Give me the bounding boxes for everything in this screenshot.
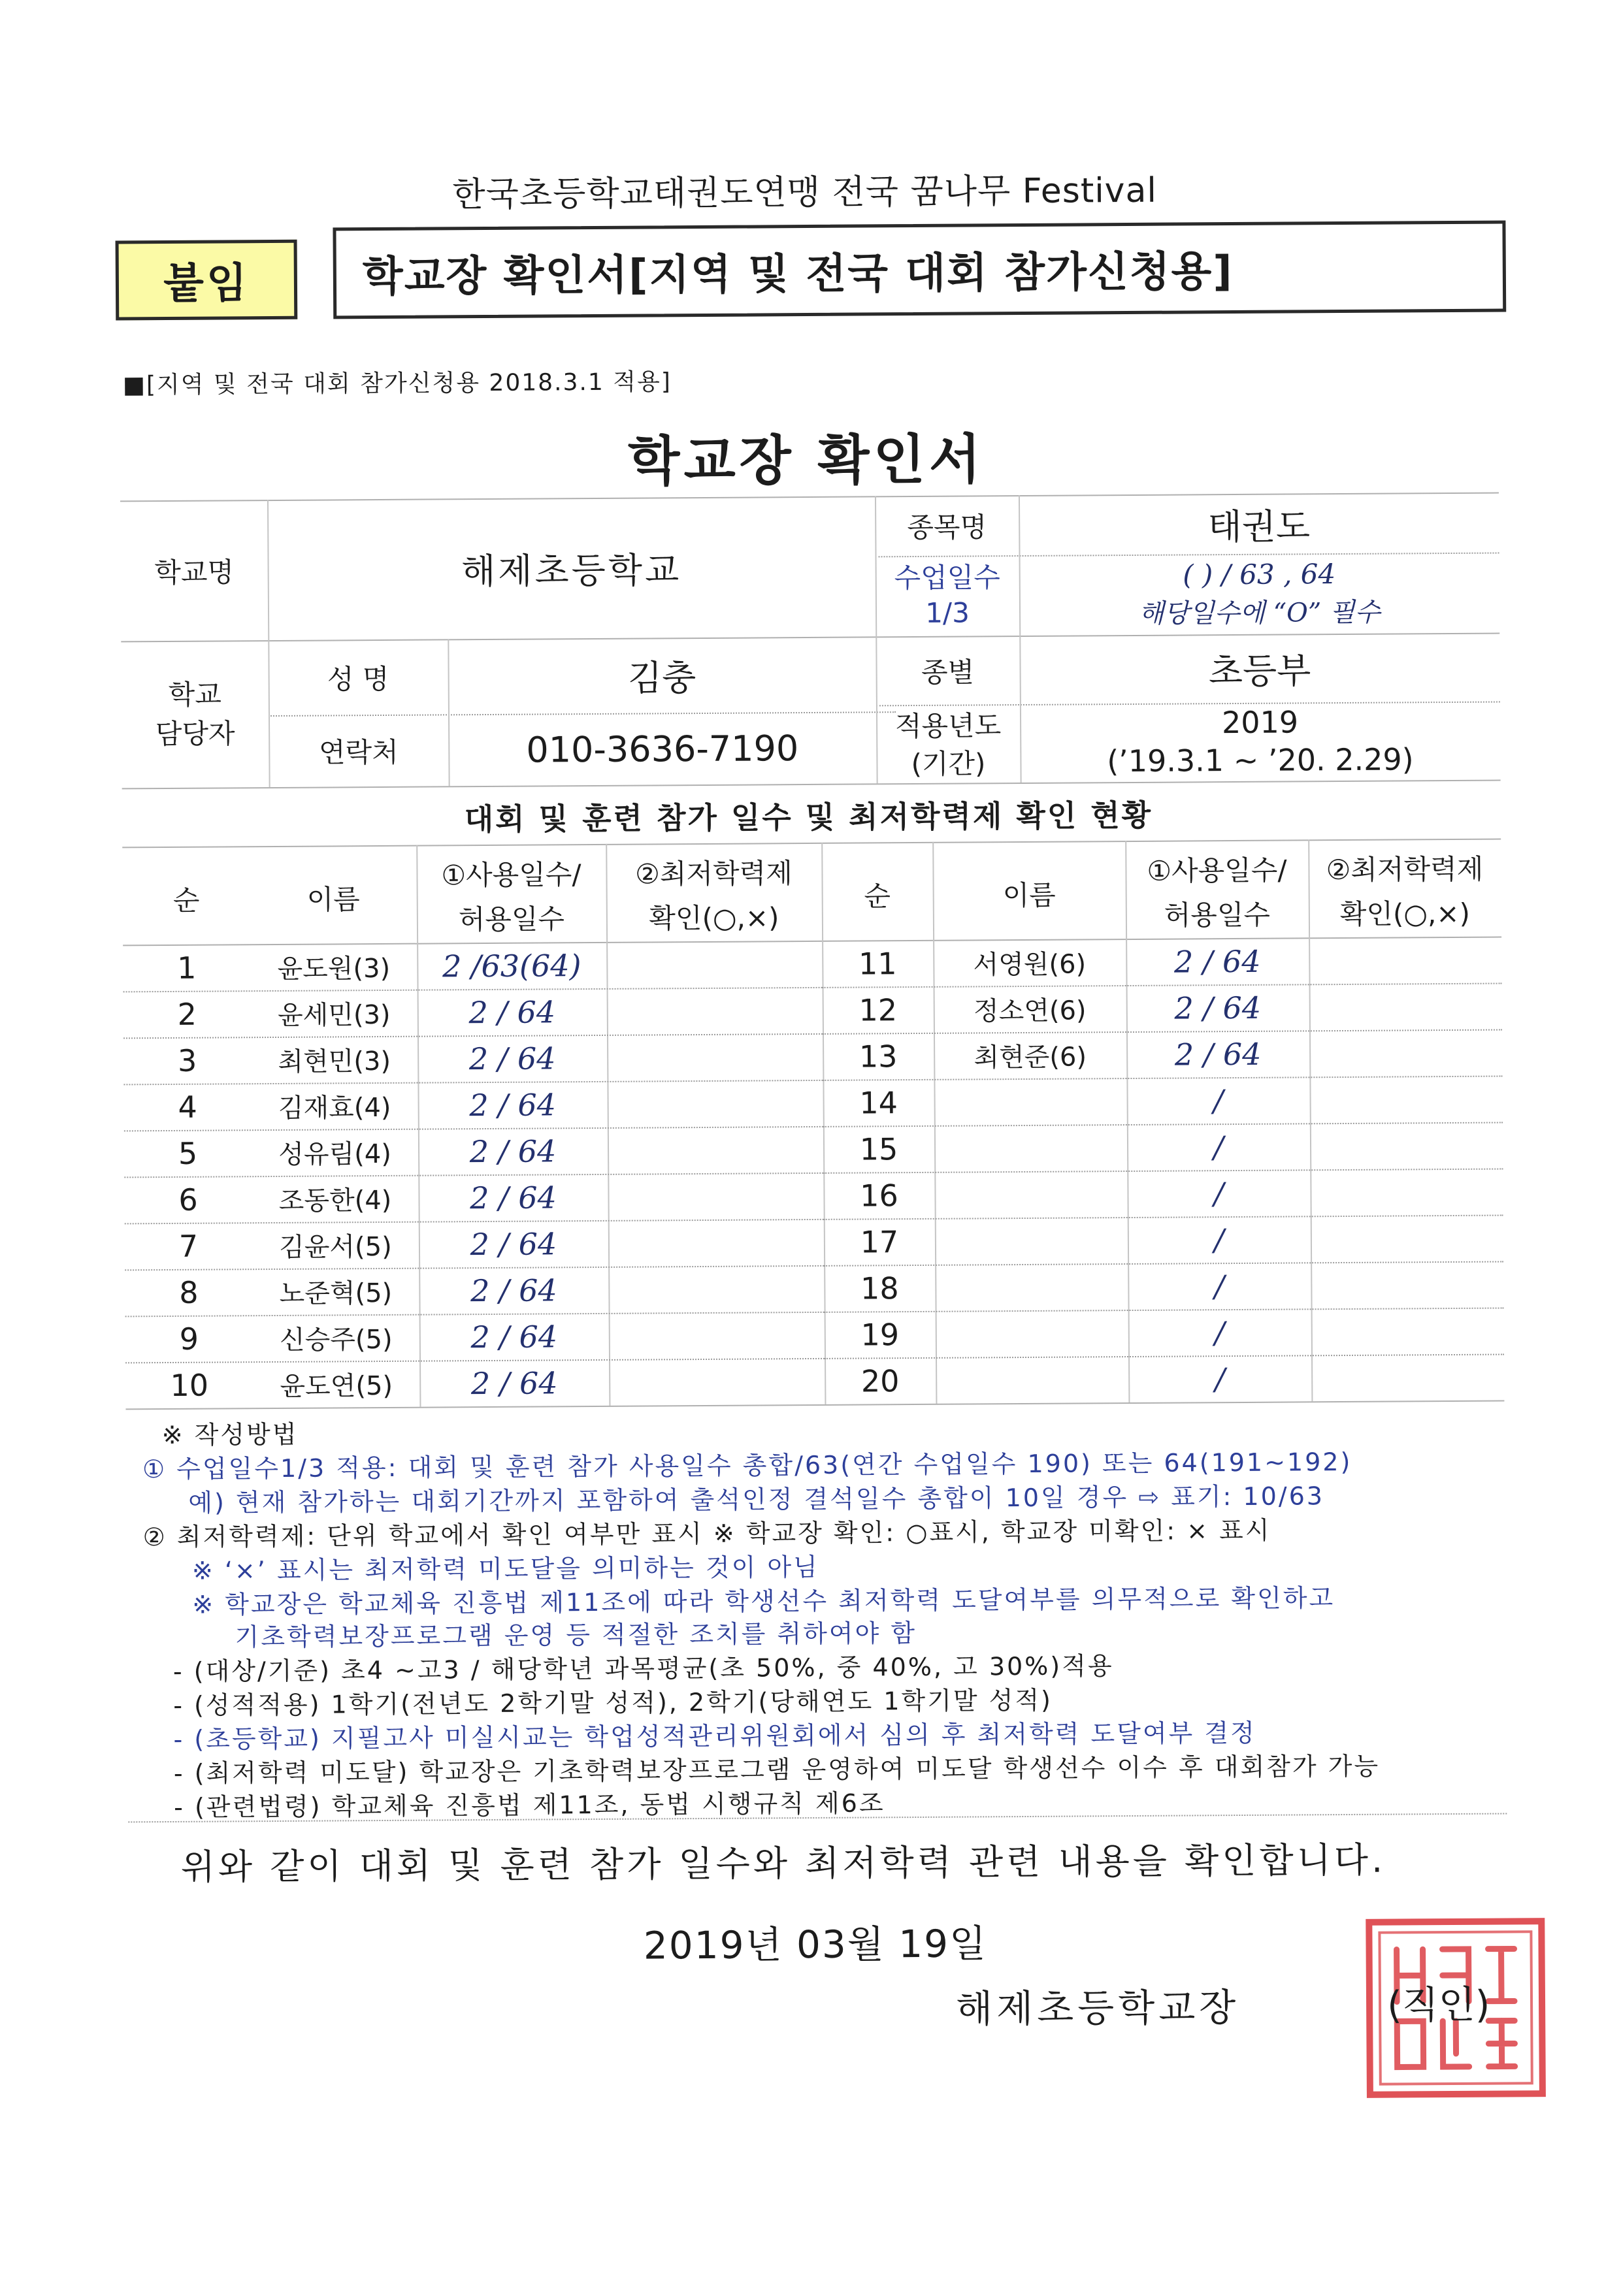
row-number: 17 <box>860 1223 899 1260</box>
student-name: 최현준(6) <box>974 1042 1087 1073</box>
grade-check <box>1310 1122 1503 1170</box>
grade-check <box>1310 1169 1503 1216</box>
used-days: / <box>1213 1082 1224 1118</box>
used-days: 2 / 64 <box>1174 1036 1262 1073</box>
used-days: / <box>1213 1129 1224 1165</box>
school-name-label: 학교명 <box>154 555 235 589</box>
header-no-right: 순 <box>864 880 891 913</box>
student-name: 서영원(6) <box>973 949 1087 980</box>
student-name <box>936 1310 1128 1357</box>
used-days: 2 / 64 <box>470 1179 557 1216</box>
grade-check <box>608 1172 823 1220</box>
instruction-line-1: ① 수업일수1/3 적용: 대회 및 훈련 참가 사용일수 총합/63(연간 수업일수 190) 또는 64(191~192) <box>142 1447 1352 1484</box>
grade-check <box>1309 983 1502 1031</box>
used-days: / <box>1213 1175 1224 1211</box>
used-days: / <box>1213 1221 1224 1257</box>
class-days-fraction-label: 1/3 <box>925 596 970 629</box>
student-name: 김윤서(5) <box>279 1231 392 1263</box>
grade-check <box>609 1358 825 1406</box>
row-number: 16 <box>860 1177 898 1214</box>
used-days: / <box>1215 1361 1226 1397</box>
closing-statement: 위와 같이 대회 및 훈련 참가 일수와 최저학력 관련 내용을 확인합니다. <box>180 1839 1386 1888</box>
used-days: 2 / 64 <box>470 1225 557 1262</box>
row-number: 8 <box>179 1274 199 1310</box>
row-number: 11 <box>858 945 897 982</box>
manager-label-line1: 학교 <box>168 678 222 711</box>
manager-label-line2: 담당자 <box>155 717 235 751</box>
event-name-label: 종목명 <box>907 511 987 544</box>
contact-label: 연락처 <box>318 736 399 769</box>
instruction-line-11: - (관련법령) 학교체육 진흥법 제11조, 동법 시행규칙 제6조 <box>174 1788 885 1822</box>
row-number: 14 <box>859 1084 898 1121</box>
student-name: 신승주(5) <box>279 1324 393 1355</box>
class-days-label: 수업일수 <box>894 561 1001 594</box>
instruction-line-5: ※ 학교장은 학교체육 진흥법 제11조에 따라 학생선수 최저학력 도달여부를 의무적으로 확인하고 <box>192 1583 1335 1619</box>
student-name <box>936 1356 1128 1404</box>
grade-check <box>1309 937 1501 984</box>
row-number: 13 <box>859 1038 898 1075</box>
grade-check <box>1309 1029 1502 1077</box>
instruction-line-8: - (성적적용) 1학기(전년도 2학기말 성적), 2학기(당해연도 1학기말 성적) <box>173 1685 1053 1720</box>
grade-check <box>1309 1076 1502 1124</box>
school-name-value: 해제초등학교 <box>461 549 682 592</box>
used-days: 2 /63(64) <box>442 947 581 984</box>
grade-check <box>1311 1215 1503 1263</box>
grade-check <box>1311 1308 1504 1355</box>
grade-check <box>608 1126 823 1174</box>
class-days-note: 해당일수에 “O” 필수 <box>1138 597 1381 629</box>
used-days: 2 / 64 <box>469 1133 557 1169</box>
grade-check <box>608 1265 824 1313</box>
name-label: 성 명 <box>327 662 389 696</box>
student-name <box>934 1171 1127 1218</box>
year-value: 2019 <box>1221 704 1299 741</box>
grade-check <box>608 1219 824 1267</box>
used-days: 2 / 64 <box>468 994 556 1030</box>
header-used-right-1: ①사용일수/ <box>1147 854 1287 887</box>
instruction-line-3: ② 최저학력제: 단위 학교에서 확인 여부만 표시 ※ 학교장 확인: ○표시, 학교장 미확인: × 표시 <box>142 1515 1271 1552</box>
instruction-line-7: - (대상/기준) 초4 ~고3 / 해당학년 과목평균(초 50%, 중 40%, 고 30%)적용 <box>172 1651 1114 1686</box>
student-name <box>935 1263 1128 1311</box>
grade-check <box>607 1080 823 1127</box>
used-days: 2 / 64 <box>470 1272 557 1308</box>
document-heading: 학교장 확인서[지역 및 전국 대회 참가신청용] <box>333 220 1506 319</box>
used-days: 2 / 64 <box>469 1086 557 1123</box>
used-days: 2 / 64 <box>1173 943 1261 980</box>
row-number: 18 <box>860 1270 899 1306</box>
event-name-value: 태권도 <box>1207 505 1311 547</box>
instruction-line-2: 예) 현재 참가하는 대회기간까지 포함하여 출석인정 결석일수 총합이 10일 경우 ⇨ 표기: 10/63 <box>188 1481 1325 1517</box>
row-number: 5 <box>178 1135 198 1171</box>
instruction-line-6: 기초학력보장프로그램 운영 등 적절한 조치를 취하여야 함 <box>235 1619 917 1652</box>
name-value: 김충 <box>627 657 696 699</box>
applicability-note: ■[지역 및 전국 대회 참가신청용 2018.3.1 적용] <box>122 368 672 399</box>
row-number: 9 <box>179 1321 199 1357</box>
header-no-left: 순 <box>172 884 200 916</box>
division-label: 종별 <box>921 655 975 688</box>
student-name: 윤도연(5) <box>280 1370 393 1402</box>
attachment-tag: 붙임 <box>116 240 298 321</box>
grade-check <box>1311 1354 1504 1402</box>
row-number: 2 <box>177 996 197 1032</box>
student-name: 최현민(3) <box>278 1046 391 1077</box>
participation-table-title: 대회 및 훈련 참가 일수 및 최저학력제 확인 현황 <box>464 797 1153 837</box>
used-days: 2 / 64 <box>470 1365 558 1401</box>
header-grade-left-2: 확인(○,×) <box>649 901 779 935</box>
row-number: 12 <box>859 992 898 1028</box>
used-days: 2 / 64 <box>1174 990 1262 1026</box>
year-label-line2: (기간) <box>911 747 986 781</box>
grade-check <box>609 1312 825 1359</box>
student-name: 정소연(6) <box>973 995 1087 1027</box>
header-used-right-2: 허용일수 <box>1164 898 1271 931</box>
used-days: / <box>1214 1314 1225 1350</box>
student-name <box>934 1078 1126 1125</box>
row-number: 15 <box>859 1131 898 1167</box>
header-grade-right-1: ②최저학력제 <box>1326 852 1484 886</box>
row-number: 6 <box>178 1182 198 1218</box>
student-name <box>934 1124 1127 1172</box>
principal-title: 해제초등학교장 <box>955 1985 1240 2031</box>
seal-label: (직인) <box>1386 1982 1490 2028</box>
student-name <box>935 1217 1128 1265</box>
issue-date: 2019년 03월 19일 <box>643 1921 988 1968</box>
grade-check <box>606 941 822 988</box>
student-name: 김재효(4) <box>278 1092 391 1124</box>
contact-value: 010-3636-7190 <box>526 727 799 771</box>
row-number: 20 <box>860 1363 900 1399</box>
student-name: 노준혁(5) <box>279 1278 393 1309</box>
division-value: 초등부 <box>1208 650 1311 692</box>
used-days: 2 / 64 <box>470 1318 558 1355</box>
student-name: 윤세민(3) <box>277 999 391 1031</box>
grade-check <box>607 987 823 1035</box>
header-name-left: 이름 <box>306 883 360 916</box>
instruction-line-10: - (최저학력 미도달) 학교장은 기초학력보장프로그램 운영하여 미도달 학생선수 이수 후 대회참가 가능 <box>173 1751 1381 1788</box>
student-name: 성유림(4) <box>278 1139 392 1170</box>
row-number: 1 <box>177 950 197 986</box>
year-period-value: (’19.3.1 ~ ’20. 2.29) <box>1107 741 1414 779</box>
row-number: 10 <box>170 1367 209 1403</box>
event-title: 한국초등학교태권도연맹 전국 꿈나무 Festival <box>452 170 1157 215</box>
row-number: 7 <box>178 1228 199 1264</box>
used-days: 2 / 64 <box>468 1040 556 1076</box>
row-number: 4 <box>178 1089 197 1125</box>
student-name: 윤도원(3) <box>277 953 391 984</box>
class-days-value: ( ) / 63 , 64 <box>1183 557 1336 590</box>
document-title: 학교장 확인서 <box>627 428 985 493</box>
instructions-heading: ※ 작성방법 <box>161 1419 299 1450</box>
instruction-line-9: - (초등학교) 지필고사 미실시교는 학업성적관리위원회에서 심의 후 최저학력 도달여부 결정 <box>173 1718 1256 1754</box>
year-label-line1: 적용년도 <box>894 709 1002 743</box>
header-grade-left-1: ②최저학력제 <box>635 857 793 890</box>
instruction-line-4: ※ ‘×’ 표시는 최저학력 미도달을 의미하는 것이 아님 <box>191 1552 819 1585</box>
row-number: 3 <box>177 1043 197 1078</box>
student-name: 조동한(4) <box>278 1185 392 1216</box>
row-number: 19 <box>860 1316 900 1353</box>
header-name-right: 이름 <box>1002 879 1056 912</box>
header-used-left-1: ①사용일수/ <box>441 858 581 892</box>
header-grade-right-2: 확인(○,×) <box>1339 897 1471 931</box>
used-days: / <box>1214 1268 1225 1304</box>
header-used-left-2: 허용일수 <box>458 903 565 936</box>
grade-check <box>1311 1261 1503 1309</box>
grade-check <box>607 1033 823 1081</box>
